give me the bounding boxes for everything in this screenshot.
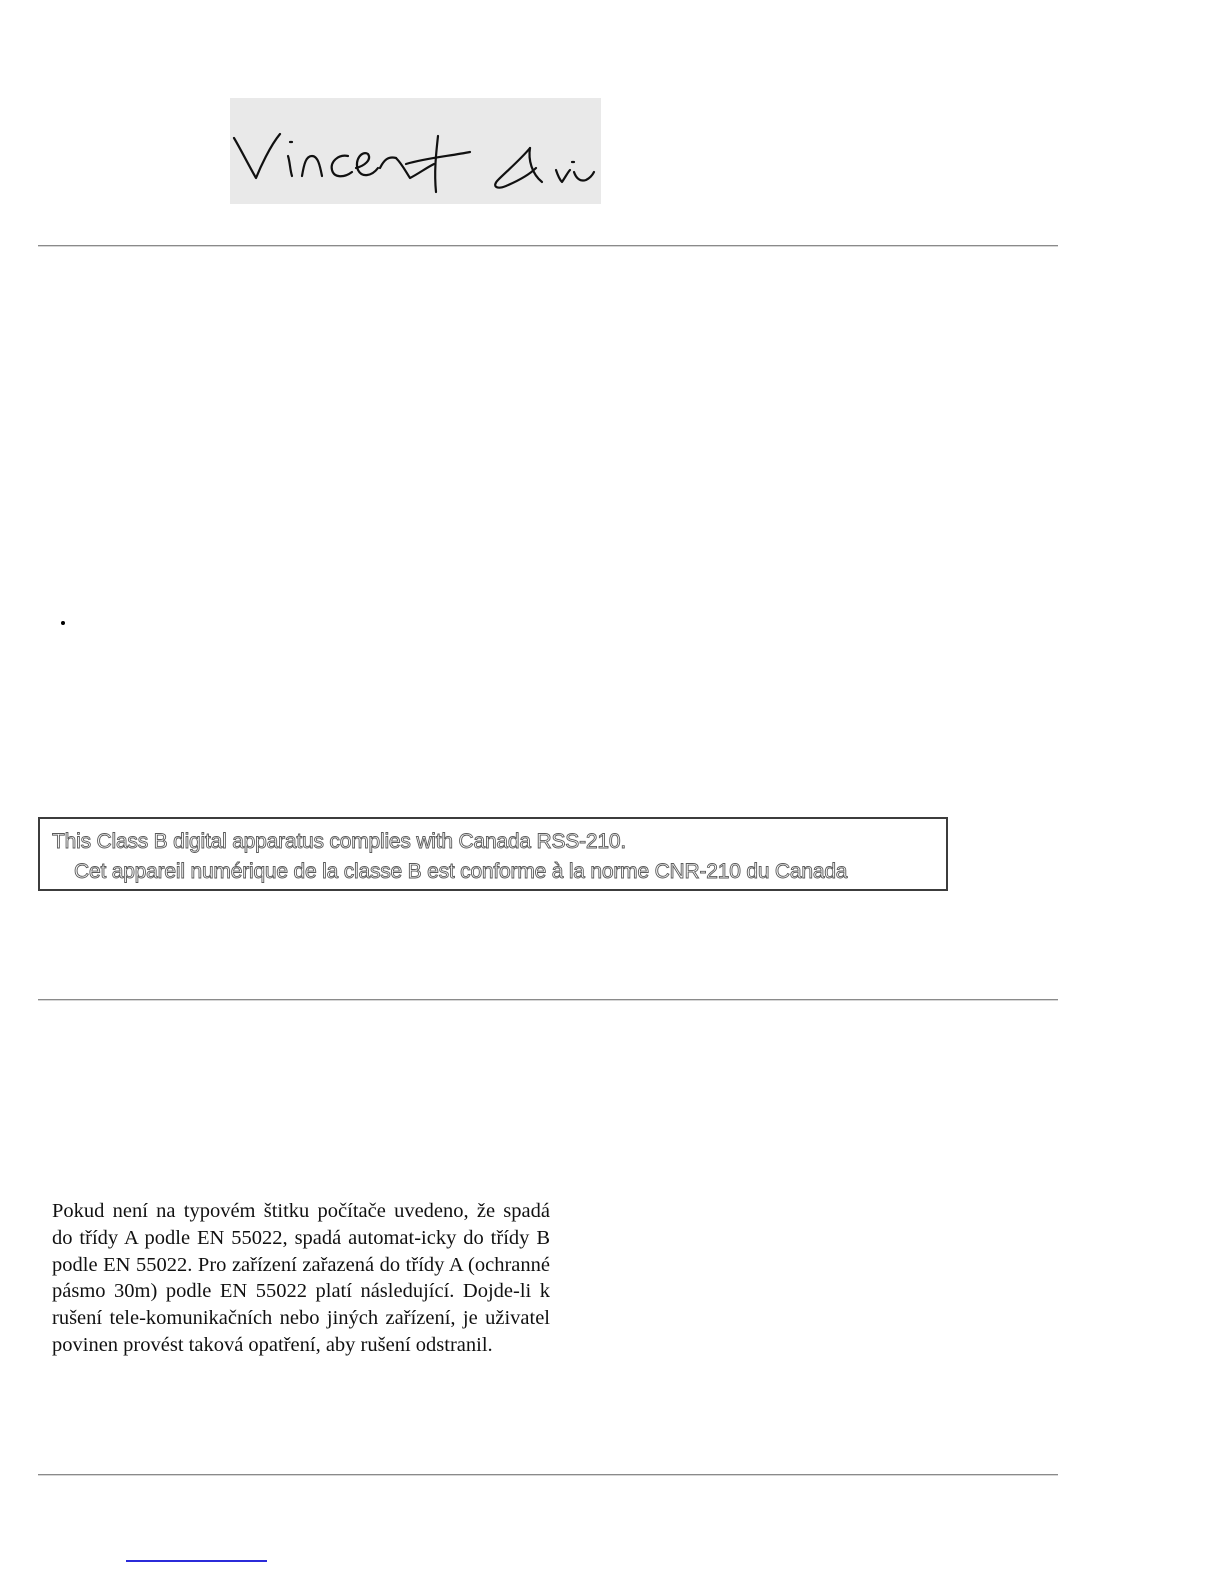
signature-image (230, 98, 601, 204)
canada-notice-english: This Class B digital apparatus complies with Canada RSS-210. (52, 830, 626, 853)
horizontal-rule (38, 1474, 1058, 1476)
horizontal-rule (38, 999, 1058, 1001)
horizontal-rule (38, 245, 1058, 247)
footer-link[interactable] (126, 1540, 267, 1562)
czech-compliance-notice-image: Pokud není na typovém štitku počítače uvedeno, že spadá do třídy A podle EN 55022, spadá automat-icky do třídy B podle EN 55022. Pro zařízení zařazená do třídy A (ochranné pásmo 30m) podle EN 55022 platí následující. Dojde-li k rušení tele-komunikačních nebo jiných zařízení, je uživatel povinen provést taková opatření, aby rušení odstranil. (52, 1200, 550, 1356)
handwritten-signature (230, 98, 601, 204)
canada-compliance-notice-image (38, 817, 948, 891)
canada-notice-french: Cet appareil numérique de la classe B est conforme à la norme CNR-210 du Canada (74, 860, 848, 883)
bullet-list (56, 614, 76, 636)
